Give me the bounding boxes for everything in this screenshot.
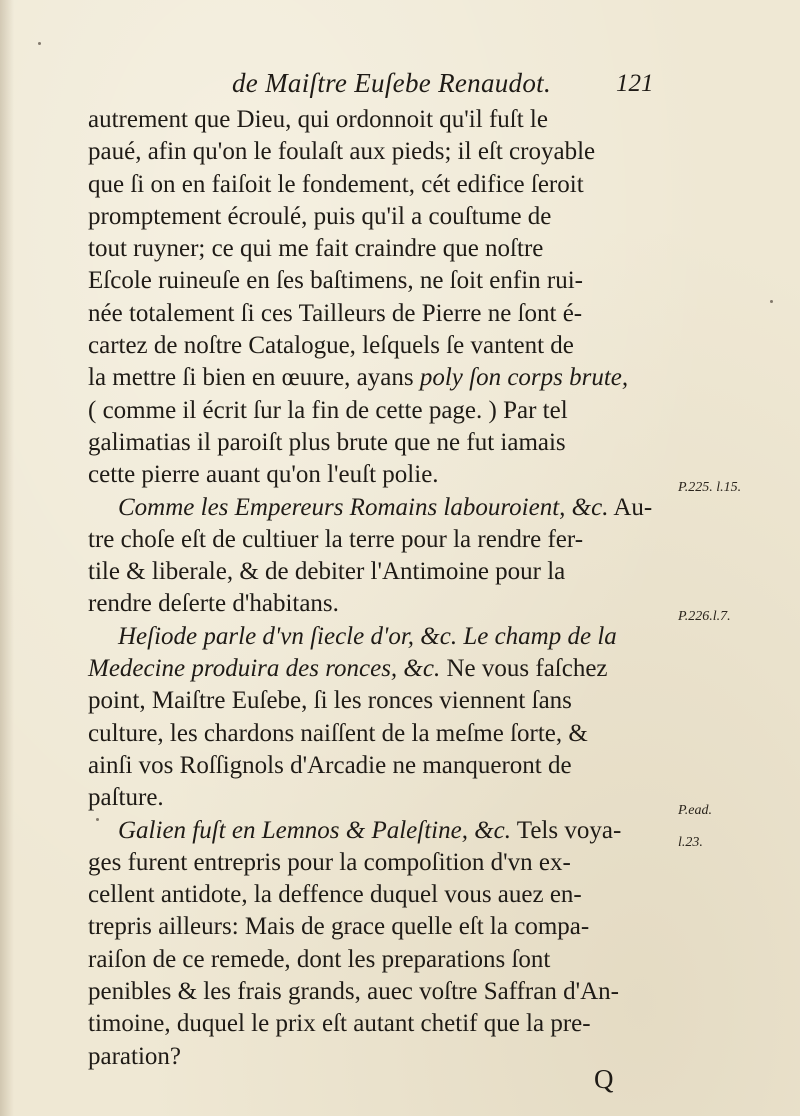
ink-speck [38,42,41,45]
text-line [88,718,678,750]
text-line [88,685,678,717]
text-run: cellent antidote, la deffence duquel vous auez en- [88,881,582,909]
text-line [88,879,678,911]
text-line [88,750,678,782]
margin-note: l.23. [678,834,703,850]
text-run: Eſcole ruineuſe en ſes baſtimens, ne ſoit enfin rui- [88,267,583,295]
text-run: ges furent entrepris pour la compoſition d'vn ex- [88,848,571,876]
text-line [88,492,678,524]
text-line [88,588,678,620]
text-line [88,782,678,814]
ink-speck [96,818,99,821]
text-line [88,136,678,168]
text-run: trepris ailleurs: Mais de grace quelle eſt la compa- [88,913,590,941]
text-line [88,104,678,136]
text-line [88,621,678,653]
text-run: timoine, duquel le prix eſt autant chetif que la pre- [88,1010,591,1038]
text-run: Au- [608,493,653,521]
text-run: ainſi vos Roſſignols d'Arcadie ne manqueront de [88,751,572,779]
italic-text-run: Galien fuſt en Lemnos & Paleſtine, &c. [118,816,511,844]
body-text [88,104,678,1073]
text-line [88,201,678,233]
text-run: tile & liberale, & de debiter l'Antimoine pour la [88,558,566,586]
text-line [88,233,678,265]
italic-text-run: Medecine produira des ronces, &c. [88,655,441,683]
text-run: paſture. [88,784,164,812]
text-line [88,1008,678,1040]
text-line [88,330,678,362]
text-line [88,298,678,330]
text-line [88,653,678,685]
text-run: ( comme il écrit ſur la fin de cette page. ) Par tel [88,396,568,424]
page-gutter-shadow [0,0,14,1116]
ink-speck [770,300,773,303]
text-run: paration? [88,1042,182,1070]
margin-note: P.225. l.15. [678,479,742,495]
text-line [88,427,678,459]
text-line [88,459,678,491]
text-run: tout ruyner; ce qui me fait craindre que noſtre [88,235,544,263]
text-run: paué, afin qu'on le foulaſt aux pieds; il eſt croyable [88,138,596,166]
text-line [88,524,678,556]
text-line [88,362,678,394]
margin-note: P.ead. [678,802,712,818]
text-line [88,169,678,201]
text-line [88,911,678,943]
text-run: point, Maiſtre Euſebe, ſi les ronces viennent ſans [88,687,572,715]
text-line [88,944,678,976]
text-run: la mettre ſi bien en œuure, ayans [88,364,420,392]
text-run: rendre deſerte d'habitans. [88,590,339,618]
italic-text-run: Comme les Empereurs Romains labouroient, &c. [118,493,609,521]
text-run: raiſon de ce remede, dont les preparations ſont [88,945,551,973]
text-line [88,265,678,297]
text-run: que ſi on en faiſoit le fondement, cét edifice ſeroit [88,170,584,198]
running-title: de Maiſtre Euſebe Renaudot. [232,68,552,98]
italic-text-run: Heſiode parle d'vn ſiecle d'or, &c. Le champ de la [118,622,617,650]
text-run: autrement que Dieu, qui ordonnoit qu'il fuſt le [88,106,548,133]
catchword: Q [594,1064,614,1094]
text-run: culture, les chardons naiſſent de la meſme ſorte, & [88,719,588,747]
text-line [88,1041,678,1073]
text-run: galimatias il paroiſt plus brute que ne fut iamais [88,428,566,456]
text-line [88,395,678,427]
text-run: tre choſe eſt de cultiuer la terre pour la rendre fer- [88,525,584,553]
text-run: promptement écroulé, puis qu'il a couſtume de [88,202,552,230]
margin-note: P.226.l.7. [678,608,731,624]
text-line [88,976,678,1008]
page-number: 121 [616,70,654,97]
text-run: penibles & les frais grands, auec voſtre Saffran d'An- [88,978,619,1006]
text-run: Tels voya- [511,816,622,844]
text-line [88,556,678,588]
italic-text-run: poly ſon corps brute, [419,364,629,392]
text-run: née totalement ſi ces Tailleurs de Pierre ne ſont é- [88,299,583,327]
text-run: Ne vous faſchez [440,655,608,683]
text-run: cartez de noſtre Catalogue, leſquels ſe vantent de [88,332,574,360]
text-line [88,847,678,879]
text-run: cette pierre auant qu'on l'euſt polie. [88,461,439,489]
running-header [0,64,800,104]
text-line [88,815,678,847]
